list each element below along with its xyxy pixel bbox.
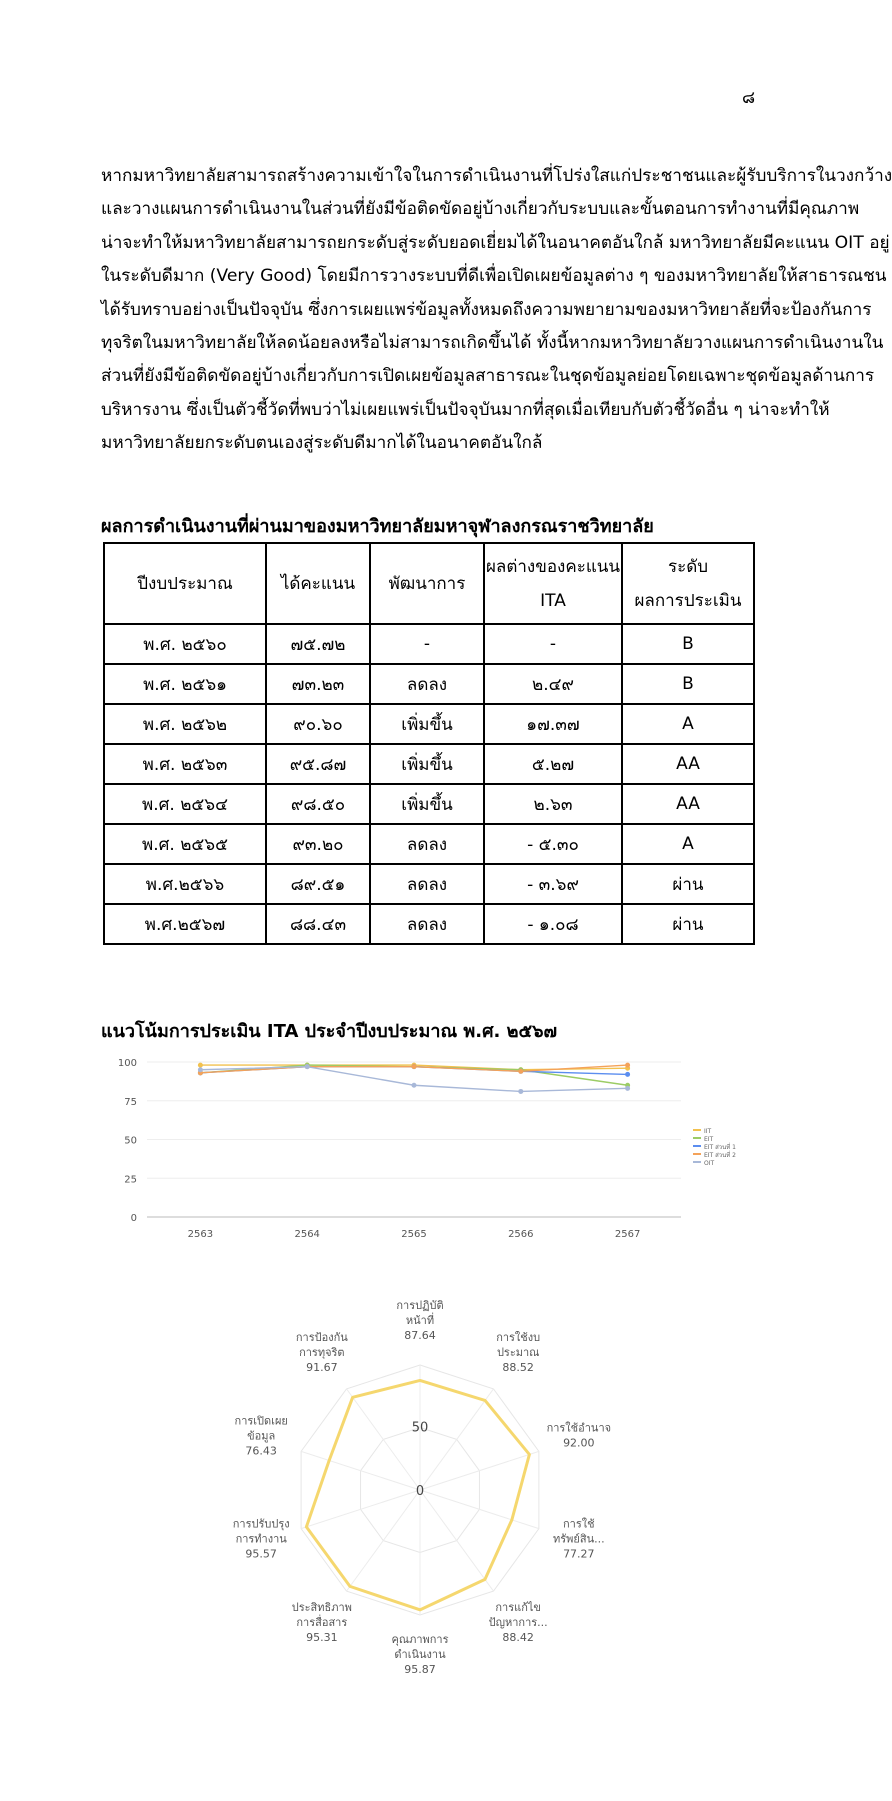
y-tick-label: 100 xyxy=(117,1058,137,1069)
data-point xyxy=(518,1069,523,1074)
legend-label: EIT ส่วนที่ 1 xyxy=(704,1144,736,1151)
radar-axis-label: คุณภาพการ xyxy=(391,1633,449,1646)
cell-development: เพิ่มขึ้น xyxy=(370,704,484,744)
radar-axis-label: ทรัพย์สิน... xyxy=(553,1532,605,1546)
cell-assessment-level: ผ่าน xyxy=(622,904,754,944)
cell-fiscal-year: พ.ศ.๒๕๖๖ xyxy=(104,864,266,904)
data-point xyxy=(198,1067,203,1072)
radar-axis-label: ข้อมูล xyxy=(247,1429,276,1443)
data-point xyxy=(305,1064,310,1069)
body-paragraph xyxy=(101,160,892,461)
cell-assessment-level: A xyxy=(622,704,754,744)
cell-assessment-level: B xyxy=(622,624,754,664)
radar-axis-label: การทำงาน xyxy=(235,1532,287,1546)
radar-axis-label: การแก้ไข xyxy=(495,1601,541,1615)
radar-axis-label: การใช้งบ xyxy=(496,1330,541,1344)
cell-fiscal-year: พ.ศ. ๒๕๖๓ xyxy=(104,744,266,784)
radar-spoke xyxy=(420,1389,493,1490)
cell-development: - xyxy=(370,624,484,664)
data-point xyxy=(625,1063,630,1068)
legend-label: EIT ส่วนที่ 2 xyxy=(704,1152,736,1159)
table-row xyxy=(104,824,754,864)
paragraph-line: น่าจะทำให้มหาวิทยาลัยสามารถยกระดับสู่ระดับยอดเยี่ยมได้ในอนาคตอันใกล้ มหาวิทยาลัยมีคะแนน OIT อยู่ xyxy=(101,232,890,253)
cell-score: ๙๓.๒๐ xyxy=(266,824,370,864)
cell-score: ๗๓.๒๓ xyxy=(266,664,370,704)
trend-chart-title: แนวโน้มการประเมิน ITA ประจำปีงบประมาณ พ.ศ. ๒๕๖๗ xyxy=(101,1021,558,1042)
header-development: พัฒนาการ xyxy=(370,543,484,624)
cell-fiscal-year: พ.ศ. ๒๕๖๕ xyxy=(104,824,266,864)
header-assessment-level: ระดับ ผลการประเมิน xyxy=(622,543,754,624)
data-point xyxy=(198,1063,203,1068)
legend-label: OIT xyxy=(704,1160,715,1167)
table-row xyxy=(104,624,754,664)
data-point xyxy=(625,1086,630,1091)
cell-fiscal-year: พ.ศ.๒๕๖๗ xyxy=(104,904,266,944)
cell-assessment-level: A xyxy=(622,824,754,864)
legend-label: EIT xyxy=(704,1136,714,1143)
radar-axis-value: 95.57 xyxy=(245,1547,277,1561)
table-row xyxy=(104,904,754,944)
table-row xyxy=(104,704,754,744)
table-title: ผลการดำเนินงานที่ผ่านมาของมหาวิทยาลัยมหาจุฬาลงกรณราชวิทยาลัย xyxy=(101,516,654,537)
cell-score-difference: - xyxy=(484,624,622,664)
cell-score-difference: ๑๗.๓๗ xyxy=(484,704,622,744)
cell-development: เพิ่มขึ้น xyxy=(370,744,484,784)
cell-score-difference: - ๓.๖๙ xyxy=(484,864,622,904)
cell-development: ลดลง xyxy=(370,904,484,944)
radar-tick-label: 0 xyxy=(415,1484,425,1499)
paragraph-line: หากมหาวิทยาลัยสามารถสร้างความเข้าใจในการดำเนินงานที่โปร่งใสแก่ประชาชนและผู้รับบริการในวงกว้าง xyxy=(101,166,892,186)
radar-spoke xyxy=(420,1490,493,1591)
x-tick-label: 2567 xyxy=(614,1229,641,1240)
x-tick-label: 2563 xyxy=(187,1229,214,1240)
table-row xyxy=(104,744,754,784)
cell-development: ลดลง xyxy=(370,664,484,704)
paragraph-line: ส่วนที่ยังมีข้อติดขัดอยู่บ้างเกี่ยวกับการเปิดเผยข้อมูลสาธารณะในชุดข้อมูลย่อยโดยเฉพาะชุดข้อมูลด้านการ xyxy=(101,366,875,387)
x-tick-label: 2565 xyxy=(401,1229,427,1240)
radar-spoke xyxy=(347,1389,420,1490)
radar-axis-value: 91.67 xyxy=(306,1360,338,1374)
cell-score: ๙๕.๘๗ xyxy=(266,744,370,784)
ita-indicator-radar-chart xyxy=(232,1299,612,1700)
cell-score-difference: ๕.๒๗ xyxy=(484,744,622,784)
radar-axis-label: การป้องกัน xyxy=(295,1330,348,1344)
header-score: ได้คะแนน xyxy=(266,543,370,624)
table-row xyxy=(104,664,754,704)
ita-trend-line-chart xyxy=(101,1040,741,1250)
y-tick-label: 75 xyxy=(124,1096,137,1108)
cell-score: ๙๘.๕๐ xyxy=(266,784,370,824)
data-point xyxy=(412,1083,417,1088)
cell-score: ๗๕.๗๒ xyxy=(266,624,370,664)
radar-axis-label: การใช้อำนาจ xyxy=(546,1421,612,1435)
paragraph-line: ในระดับดีมาก (Very Good) โดยมีการวางระบบที่ดีเพื่อเปิดเผยข้อมูลต่าง ๆ ของมหาวิทยาลัยให้สาธารณชน xyxy=(101,266,887,287)
radar-axis-value: 95.31 xyxy=(306,1631,338,1645)
x-tick-label: 2566 xyxy=(508,1229,534,1240)
cell-assessment-level: AA xyxy=(622,784,754,824)
paragraph-line: ทุจริตในมหาวิทยาลัยให้ลดน้อยลงหรือไม่สามารถเกิดขึ้นได้ ทั้งนี้หากมหาวิทยาลัยวางแผนการดำเนินงานใน xyxy=(101,333,884,354)
radar-axis-label: การปฏิบัติ xyxy=(396,1299,444,1312)
cell-score-difference: ๒.๖๓ xyxy=(484,784,622,824)
radar-axis-label: การทุจริต xyxy=(299,1345,345,1359)
cell-fiscal-year: พ.ศ. ๒๕๖๑ xyxy=(104,664,266,704)
paragraph-line: บริหารงาน ซึ่งเป็นตัวชี้วัดที่พบว่าไม่เผยแพร่เป็นปัจจุบันมากที่สุดเมื่อเทียบกับตัวชี้วัดอื่น ๆ น่าจะทำให้ xyxy=(101,399,830,420)
radar-axis-value: 76.43 xyxy=(245,1444,277,1458)
results-table xyxy=(103,542,755,945)
cell-fiscal-year: พ.ศ. ๒๕๖๒ xyxy=(104,704,266,744)
cell-fiscal-year: พ.ศ. ๒๕๖๐ xyxy=(104,624,266,664)
radar-axis-label: หน้าที่ xyxy=(405,1314,435,1327)
cell-score-difference: ๒.๔๙ xyxy=(484,664,622,704)
cell-fiscal-year: พ.ศ. ๒๕๖๔ xyxy=(104,784,266,824)
radar-axis-label: การปรับปรุง xyxy=(232,1517,290,1531)
y-tick-label: 0 xyxy=(130,1213,137,1224)
radar-spoke xyxy=(347,1490,420,1591)
data-point xyxy=(625,1072,630,1077)
cell-development: ลดลง xyxy=(370,864,484,904)
radar-tick-label: 50 xyxy=(411,1420,429,1436)
radar-axis-label: ประสิทธิภาพ xyxy=(291,1601,352,1615)
cell-score-difference: - ๑.๐๘ xyxy=(484,904,622,944)
header-fiscal-year: ปีงบประมาณ xyxy=(104,543,266,624)
cell-assessment-level: B xyxy=(622,664,754,704)
radar-axis-value: 87.64 xyxy=(404,1329,436,1342)
radar-axis-label: ประมาณ xyxy=(496,1345,540,1359)
cell-assessment-level: AA xyxy=(622,744,754,784)
radar-axis-label: การเปิดเผย xyxy=(234,1414,288,1428)
cell-assessment-level: ผ่าน xyxy=(622,864,754,904)
cell-development: เพิ่มขึ้น xyxy=(370,784,484,824)
table-header-row xyxy=(104,543,754,624)
header-score-difference: ผลต่างของคะแนน ITA xyxy=(484,543,622,624)
table-row xyxy=(104,864,754,904)
y-tick-label: 25 xyxy=(124,1174,137,1186)
legend-label: IIT xyxy=(704,1128,712,1135)
cell-score: ๙๐.๖๐ xyxy=(266,704,370,744)
cell-score: ๘๘.๔๓ xyxy=(266,904,370,944)
radar-axis-value: 88.52 xyxy=(502,1360,534,1374)
data-point xyxy=(412,1064,417,1069)
radar-axis-value: 95.87 xyxy=(404,1663,436,1676)
radar-axis-value: 92.00 xyxy=(563,1436,595,1450)
cell-development: ลดลง xyxy=(370,824,484,864)
data-point xyxy=(518,1089,523,1094)
paragraph-line: มหาวิทยาลัยยกระดับตนเองสู่ระดับดีมากได้ในอนาคตอันใกล้ xyxy=(101,433,543,454)
radar-axis-label: การใช้ xyxy=(563,1517,595,1531)
cell-score: ๘๙.๕๑ xyxy=(266,864,370,904)
paragraph-line: และวางแผนการดำเนินงานในส่วนที่ยังมีข้อติดขัดอยู่บ้างเกี่ยวกับระบบและขั้นตอนการทำงานที่มีคุณภาพ xyxy=(101,199,860,220)
x-tick-label: 2564 xyxy=(294,1229,320,1240)
y-tick-label: 50 xyxy=(124,1135,137,1147)
radar-axis-value: 77.27 xyxy=(563,1547,595,1561)
radar-axis-label: ปัญหาการ... xyxy=(488,1616,548,1630)
table-body xyxy=(104,624,754,944)
radar-axis-label: ดำเนินงาน xyxy=(394,1648,446,1661)
paragraph-line: ได้รับทราบอย่างเป็นปัจจุบัน ซึ่งการเผยแพร่ข้อมูลทั้งหมดถึงความพยายามของมหาวิทยาลัยที่จะป้องกันการ xyxy=(101,299,872,320)
page-number: ๘ xyxy=(742,88,756,108)
radar-axis-label: การสื่อสาร xyxy=(296,1616,348,1630)
table-row xyxy=(104,784,754,824)
cell-score-difference: - ๕.๓๐ xyxy=(484,824,622,864)
radar-axis-value: 88.42 xyxy=(502,1631,534,1645)
